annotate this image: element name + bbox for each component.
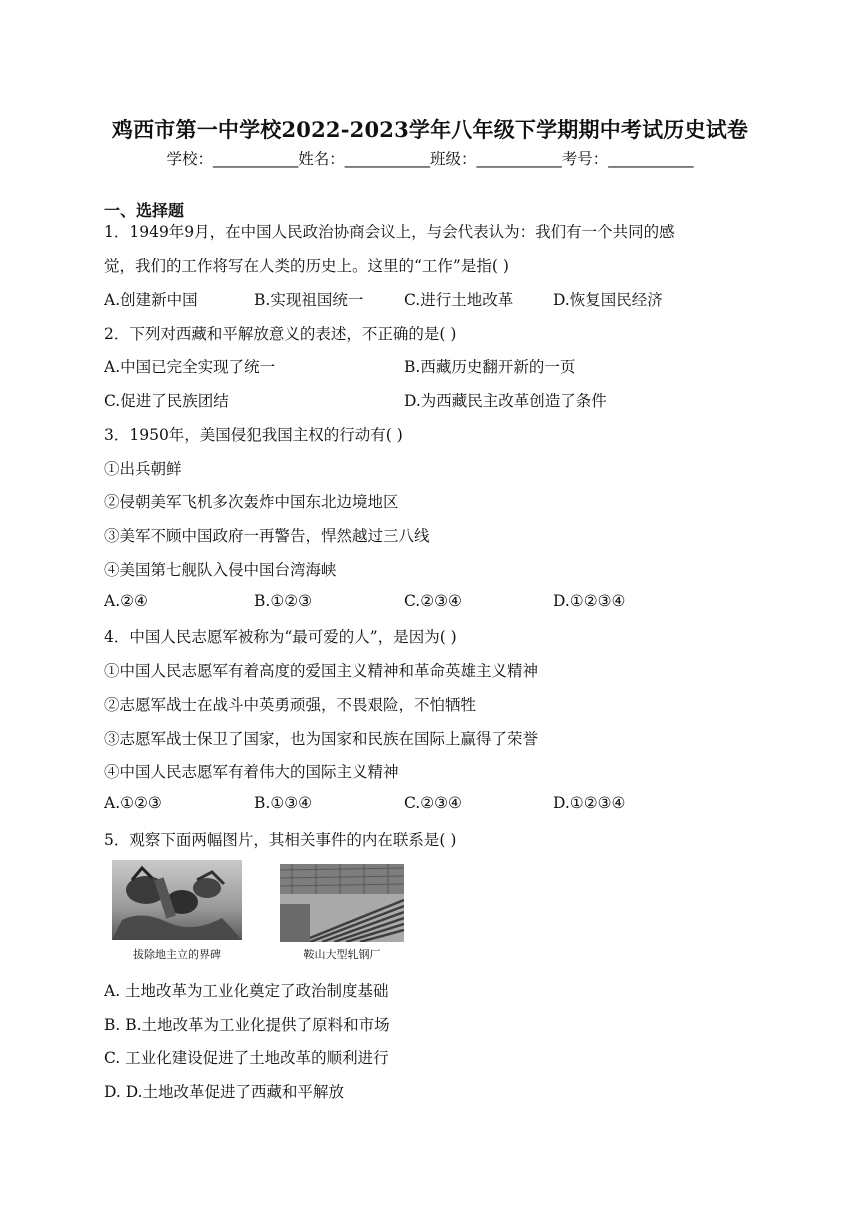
question-1-option-c[interactable]: C.进行土地改革 (404, 291, 514, 309)
question-4-option-d[interactable]: D.①②③④ (553, 794, 626, 812)
question-5-option-d[interactable]: D. D.土地改革促进了西藏和平解放 (104, 1083, 345, 1101)
section-heading: 一、选择题 (104, 201, 185, 220)
question-1-stem-line-1: 1．1949年9月，在中国人民政治协商会议上，与会代表认为：我们有一个共同的感 (104, 223, 675, 241)
exam-title: 鸡西市第一中学校2022-2023学年八年级下学期期中考试历史试卷 (111, 117, 749, 142)
question-3-option-d[interactable]: D.①②③④ (553, 592, 626, 610)
question-5-option-b[interactable]: B. B.土地改革为工业化提供了原料和市场 (104, 1016, 390, 1034)
question-3-item-1: ①出兵朝鲜 (104, 460, 182, 478)
question-1-stem-line-2: 觉，我们的工作将写在人类的历史上。这里的“工作”是指( ) (104, 257, 509, 275)
steel-mill-photo-caption: 鞍山大型轧钢厂 (303, 948, 381, 961)
question-1-option-b[interactable]: B.实现祖国统一 (254, 291, 364, 309)
question-3-option-c[interactable]: C.②③④ (404, 592, 462, 610)
question-3-item-4: ④美国第七舰队入侵中国台湾海峡 (104, 561, 337, 579)
question-2-option-d[interactable]: D.为西藏民主改革创造了条件 (404, 392, 607, 410)
question-4-item-1: ①中国人民志愿军有着高度的爱国主义精神和革命英雄主义精神 (104, 662, 539, 680)
question-5-option-c[interactable]: C. 工业化建设促进了土地改革的顺利进行 (104, 1049, 389, 1067)
question-2-stem: 2．下列对西藏和平解放意义的表述，不正确的是( ) (104, 325, 457, 343)
question-5-option-a[interactable]: A. 土地改革为工业化奠定了政治制度基础 (104, 982, 389, 1000)
question-3-item-3: ③美军不顾中国政府一再警告，悍然越过三八线 (104, 527, 430, 545)
question-5-stem: 5．观察下面两幅图片，其相关事件的内在联系是( ) (104, 831, 457, 849)
question-2-option-c[interactable]: C.促进了民族团结 (104, 392, 229, 410)
land-reform-photo-caption: 拔除地主立的界碑 (133, 948, 221, 961)
steel-mill-photo (280, 864, 404, 942)
question-3-option-b[interactable]: B.①②③ (254, 592, 313, 610)
question-3-item-2: ②侵朝美军飞机多次轰炸中国东北边境地区 (104, 493, 399, 511)
question-3-stem: 3．1950年，美国侵犯我国主权的行动有( ) (104, 426, 403, 444)
question-4-stem: 4．中国人民志愿军被称为“最可爱的人”，是因为( ) (104, 628, 457, 646)
land-reform-photo (112, 860, 242, 940)
question-4-item-3: ③志愿军战士保卫了国家，也为国家和民族在国际上赢得了荣誉 (104, 730, 539, 748)
question-1-option-d[interactable]: D.恢复国民经济 (553, 291, 663, 309)
question-4-option-b[interactable]: B.①③④ (254, 794, 313, 812)
question-2-option-a[interactable]: A.中国已完全实现了统一 (104, 358, 276, 376)
question-4-item-4: ④中国人民志愿军有着伟大的国际主义精神 (104, 763, 399, 781)
question-4-option-a[interactable]: A.①②③ (104, 794, 162, 812)
question-3-option-a[interactable]: A.②④ (104, 592, 148, 610)
student-info-line: 学校：___________姓名：___________班级：___________考号：___________ (166, 150, 694, 168)
question-2-option-b[interactable]: B.西藏历史翻开新的一页 (404, 358, 576, 376)
question-4-item-2: ②志愿军战士在战斗中英勇顽强，不畏艰险，不怕牺牲 (104, 696, 477, 714)
question-1-option-a[interactable]: A.创建新中国 (104, 291, 198, 309)
question-4-option-c[interactable]: C.②③④ (404, 794, 462, 812)
